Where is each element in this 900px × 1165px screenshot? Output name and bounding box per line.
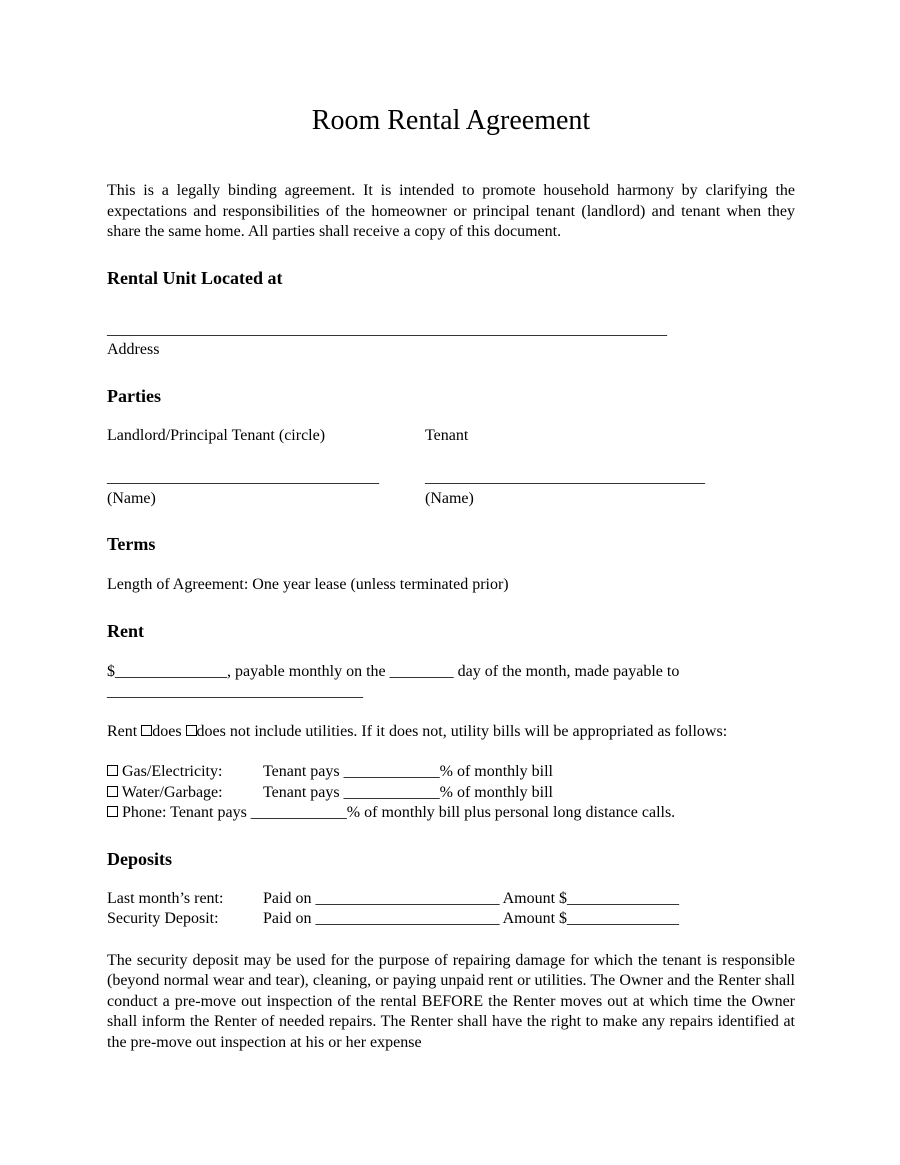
checkbox-icon[interactable]	[107, 806, 118, 817]
section-heading-rent: Rent	[107, 620, 144, 641]
tenant-name-field	[425, 468, 795, 509]
rent-payee-blank-line[interactable]: ________________________________	[107, 683, 363, 700]
checkbox-icon[interactable]	[107, 786, 118, 797]
phone-row: Phone: Tenant pays ____________% of monthly bill plus personal long distance calls.	[107, 803, 795, 824]
checkbox-icon[interactable]	[141, 725, 152, 736]
water-garbage-detail: Tenant pays ____________% of monthly bill	[263, 783, 553, 801]
gas-electricity-label: Gas/Electricity:	[107, 762, 263, 783]
water-garbage-label: Water/Garbage:	[107, 783, 263, 804]
checkbox-icon[interactable]	[186, 725, 197, 736]
gas-electricity-detail: Tenant pays ____________% of monthly bill	[263, 763, 553, 780]
address-field	[107, 320, 795, 361]
tenant-label: Tenant	[425, 426, 469, 444]
section-heading-rental-unit: Rental Unit Located at	[107, 267, 283, 288]
rent-payment-lines	[107, 662, 795, 703]
section-heading-terms: Terms	[107, 534, 156, 554]
rent-amount-line[interactable]: $______________, payable monthly on the ________ day of the month, made payable to	[107, 662, 680, 680]
tenant-name-blank-line[interactable]: ___________________________________	[425, 469, 705, 486]
last-months-rent-detail: Paid on _______________________ Amount $______________	[263, 889, 680, 907]
utility-allocation-rows	[107, 762, 795, 824]
deposit-rows	[107, 889, 795, 930]
landlord-name-field	[107, 468, 425, 509]
security-deposit-paragraph: The security deposit may be used for the purpose of repairing damage for which the tenant is responsible (beyond normal wear and tear), cleaning, or paying unpaid rent or utilities. The Owner and the Renter shall conduct a pre-move out inspection of the rental BEFORE the Renter moves out at which time the Owner shall inform the Renter of needed repairs. The Renter shall have the right to make any repairs identified at the pre-move out inspection at his or her expense	[107, 951, 795, 1051]
party-name-fields	[107, 468, 795, 509]
intro-paragraph: This is a legally binding agreement. It is intended to promote household harmony by clarifying the expectations and responsibilities of the homeowner or principal tenant (landlord) and tenant when they share the same home. All parties shall receive a copy of this document.	[107, 182, 795, 240]
landlord-name-caption: (Name)	[107, 489, 156, 507]
security-deposit-label: Security Deposit:	[107, 910, 219, 927]
utilities-sentence: Rent does does not include utilities. If it does not, utility bills will be appropriated as follows:	[107, 722, 728, 740]
section-heading-deposits: Deposits	[107, 848, 173, 869]
page-title: Room Rental Agreement	[311, 105, 591, 136]
address-label: Address	[107, 341, 160, 358]
landlord-label: Landlord/Principal Tenant (circle)	[107, 426, 326, 444]
length-of-agreement-line: Length of Agreement: One year lease (unless terminated prior)	[107, 576, 509, 593]
party-labels-row	[107, 426, 795, 447]
tenant-name-caption: (Name)	[425, 489, 474, 507]
landlord-name-blank-line[interactable]: __________________________________	[107, 469, 379, 486]
last-months-rent-label: Last month’s rent:	[107, 889, 224, 907]
security-deposit-detail: Paid on _______________________ Amount $______________	[263, 910, 680, 927]
checkbox-icon[interactable]	[107, 765, 118, 776]
address-blank-line[interactable]: ______________________________________________________________________	[107, 320, 667, 338]
section-heading-parties: Parties	[107, 385, 161, 406]
